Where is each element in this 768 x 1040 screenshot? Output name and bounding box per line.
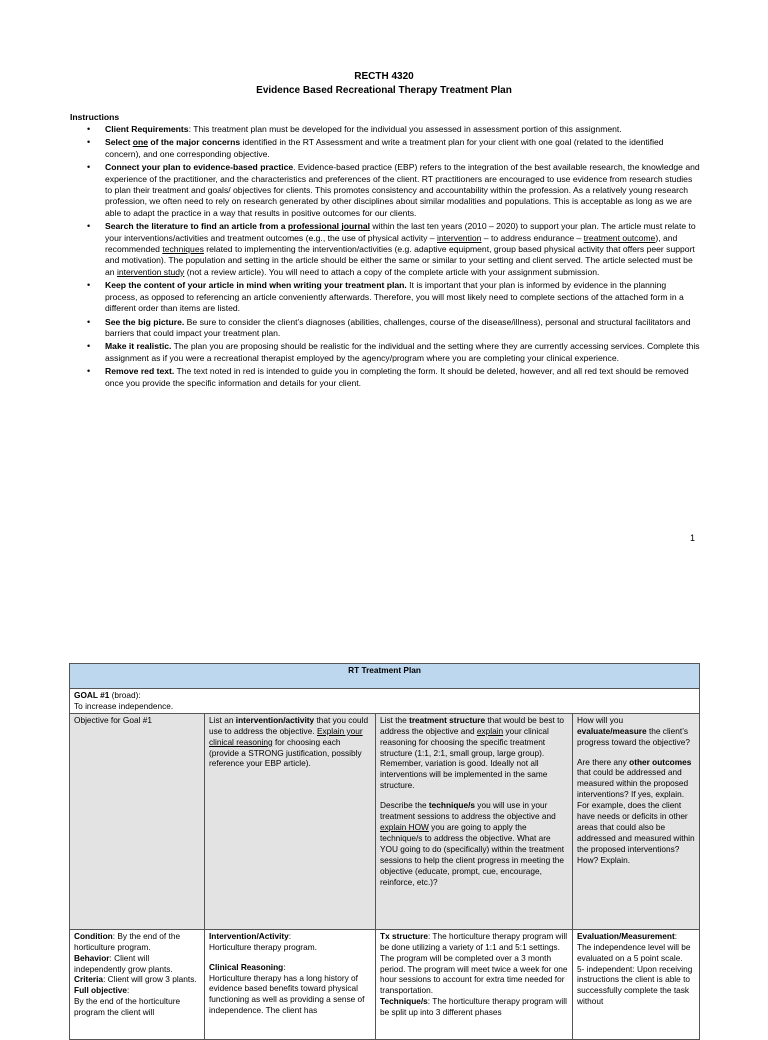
goal-row (70, 689, 700, 714)
instruction-item-big-picture: • See the big picture. Be sure to consider the client’s diagnoses (abilities, challenges, course of the disease/illness), personal and structural facilitators and barriers that could impact your treatment plan. (70, 317, 700, 340)
instruction-item-realistic: • Make it realistic. The plan you are proposing should be realistic for the individual and the setting where they are currently accessing services. Complete this assignment as if you were a recreational therapist employed by the agency/program where you are completing your clinical experience. (70, 341, 700, 364)
goal-cell (70, 689, 700, 714)
instruction-item-search-literature: • Search the literature to find an article from a professional journal within the last ten years (2010 – 2020) to support your plan. The article must relate to your interventions/activities and treatment outcomes (e.g., the use of physical activity – intervention – to address endurance – treatment outcome), and recommended techniques related to implementing the intervention/activities (e.g. adaptive equipment, group based physical activity that offers peer support and motivation). The population and setting in the article should be either the same or similar to your setting and client served. The article selected must be an intervention study (not a review article). You will need to attach a copy of the complete article with your assignment submission. (70, 221, 700, 278)
evaluation-content-cell: Evaluation/Measurement: The independence level will be evaluated on a 5 point scale. 5- independent: Upon receiving instructions the client is able to successfully complete the task without (573, 929, 700, 1039)
table-header-row (70, 664, 700, 689)
page-number: 1 (690, 533, 696, 543)
treatment-plan-table (69, 663, 700, 1040)
course-code: RECTH 4320 (354, 71, 414, 82)
plan-content-row (70, 929, 700, 1039)
intervention-content-cell: Intervention/Activity: Horticulture therapy program. Clinical Reasoning: Horticulture therapy has a long history of evidence based benefits toward physical functioning as well as providing a sense of independence. The client has (205, 929, 376, 1039)
instruction-item-select-concern: • Select one of the major concerns identified in the RT Assessment and write a treatment plan for your client with one goal (related to the identified concern), and one corresponding objective. (70, 137, 700, 160)
structure-content-cell: Tx structure: The horticulture therapy program will be done utilizing a variety of 1:1 and 5:1 settings. The program will be completed over a 3 month period. The program will meet twice a week for one hour sessions to account for extra time needed for transportation. Technique/s: The horticulture therapy program will be split up into 3 different phases (376, 929, 573, 1039)
instruction-item-article-content: • Keep the content of your article in mind when writing your treatment plan. It is important that your plan is informed by evidence in the planning process, as opposed to referencing an article conveniently afterwards. Therefore, you will most likely need to complete sections of the attached form in a different order than items are listed. (70, 280, 700, 314)
goal-text: To increase independence. (74, 700, 174, 711)
instruction-item-client-requirements: • Client Requirements: This treatment plan must be developed for the individual you assessed in assessment portion of this assignment. (70, 124, 700, 135)
instructions-heading: Instructions (70, 112, 120, 122)
intervention-guidance-cell: List an intervention/activity that you could use to address the objective. Explain your clinical reasoning for choosing each (provide a STRONG justification, possibly reference your EBP article). (205, 713, 376, 929)
document-title: Evidence Based Recreational Therapy Treatment Plan (256, 85, 512, 96)
instruction-item-evidence-based-practice: • Connect your plan to evidence-based practice. Evidence-based practice (EBP) refers to the integration of the best available research, the knowledge and experience of the practitioner, and the characteristics and preferences of the client. RT practitioners are encouraged to use evidence from research studies to plan their treatment and goals/ objectives for clients. This promotes consistency and accountability within the profession. As a relatively young research profession, we often need to rely on research generated by other disciplines about similar modalities and populations. This is acceptable as long as we are able to adapt the practice in a way that results in positive outcomes for our clients. (70, 162, 700, 219)
instructions-list (70, 124, 700, 391)
instruction-item-remove-red-text: • Remove red text. The text noted in red is intended to guide you in completing the form. It should be deleted, however, and all red text should be removed once you provide the specific information and details for your client. (70, 366, 700, 389)
table-title: RT Treatment Plan (70, 664, 700, 689)
evaluation-guidance-cell: How will you evaluate/measure the client’s progress toward the objective? Are there any other outcomes that could be addressed and measured within the proposed interventions? If yes, explain. For example, does the client have needs or deficits in other areas that could also be addressed and measured within the proposed interventions? How? Explain. (573, 713, 700, 929)
goal-label: GOAL #1 (74, 690, 110, 700)
guidance-row (70, 713, 700, 929)
goal-suffix: (broad): (109, 690, 141, 700)
objective-content-cell: Condition: By the end of the horticulture program. Behavior: Client will independently grow plants. Criteria: Client will grow 3 plants. Full objective: By the end of the horticulture program the client will (70, 929, 205, 1039)
objective-header-cell: Objective for Goal #1 (70, 713, 205, 929)
structure-guidance-cell: List the treatment structure that would be best to address the objective and explain your clinical reasoning for choosing the specific treatment structure (1:1, 2:1, small group, large group). Remember, variation is good. Ideally not all interventions will be implemented in the same structure. Describe the technique/s you will use in your treatment sessions to address the objective and explain HOW you are going to apply the technique/s to address the objective. What are YOU going to do (specifically) within the treatment sessions to help the client progress in meeting the objective (educate, prompt, cue, encourage, reinforce, etc.)? (376, 713, 573, 929)
